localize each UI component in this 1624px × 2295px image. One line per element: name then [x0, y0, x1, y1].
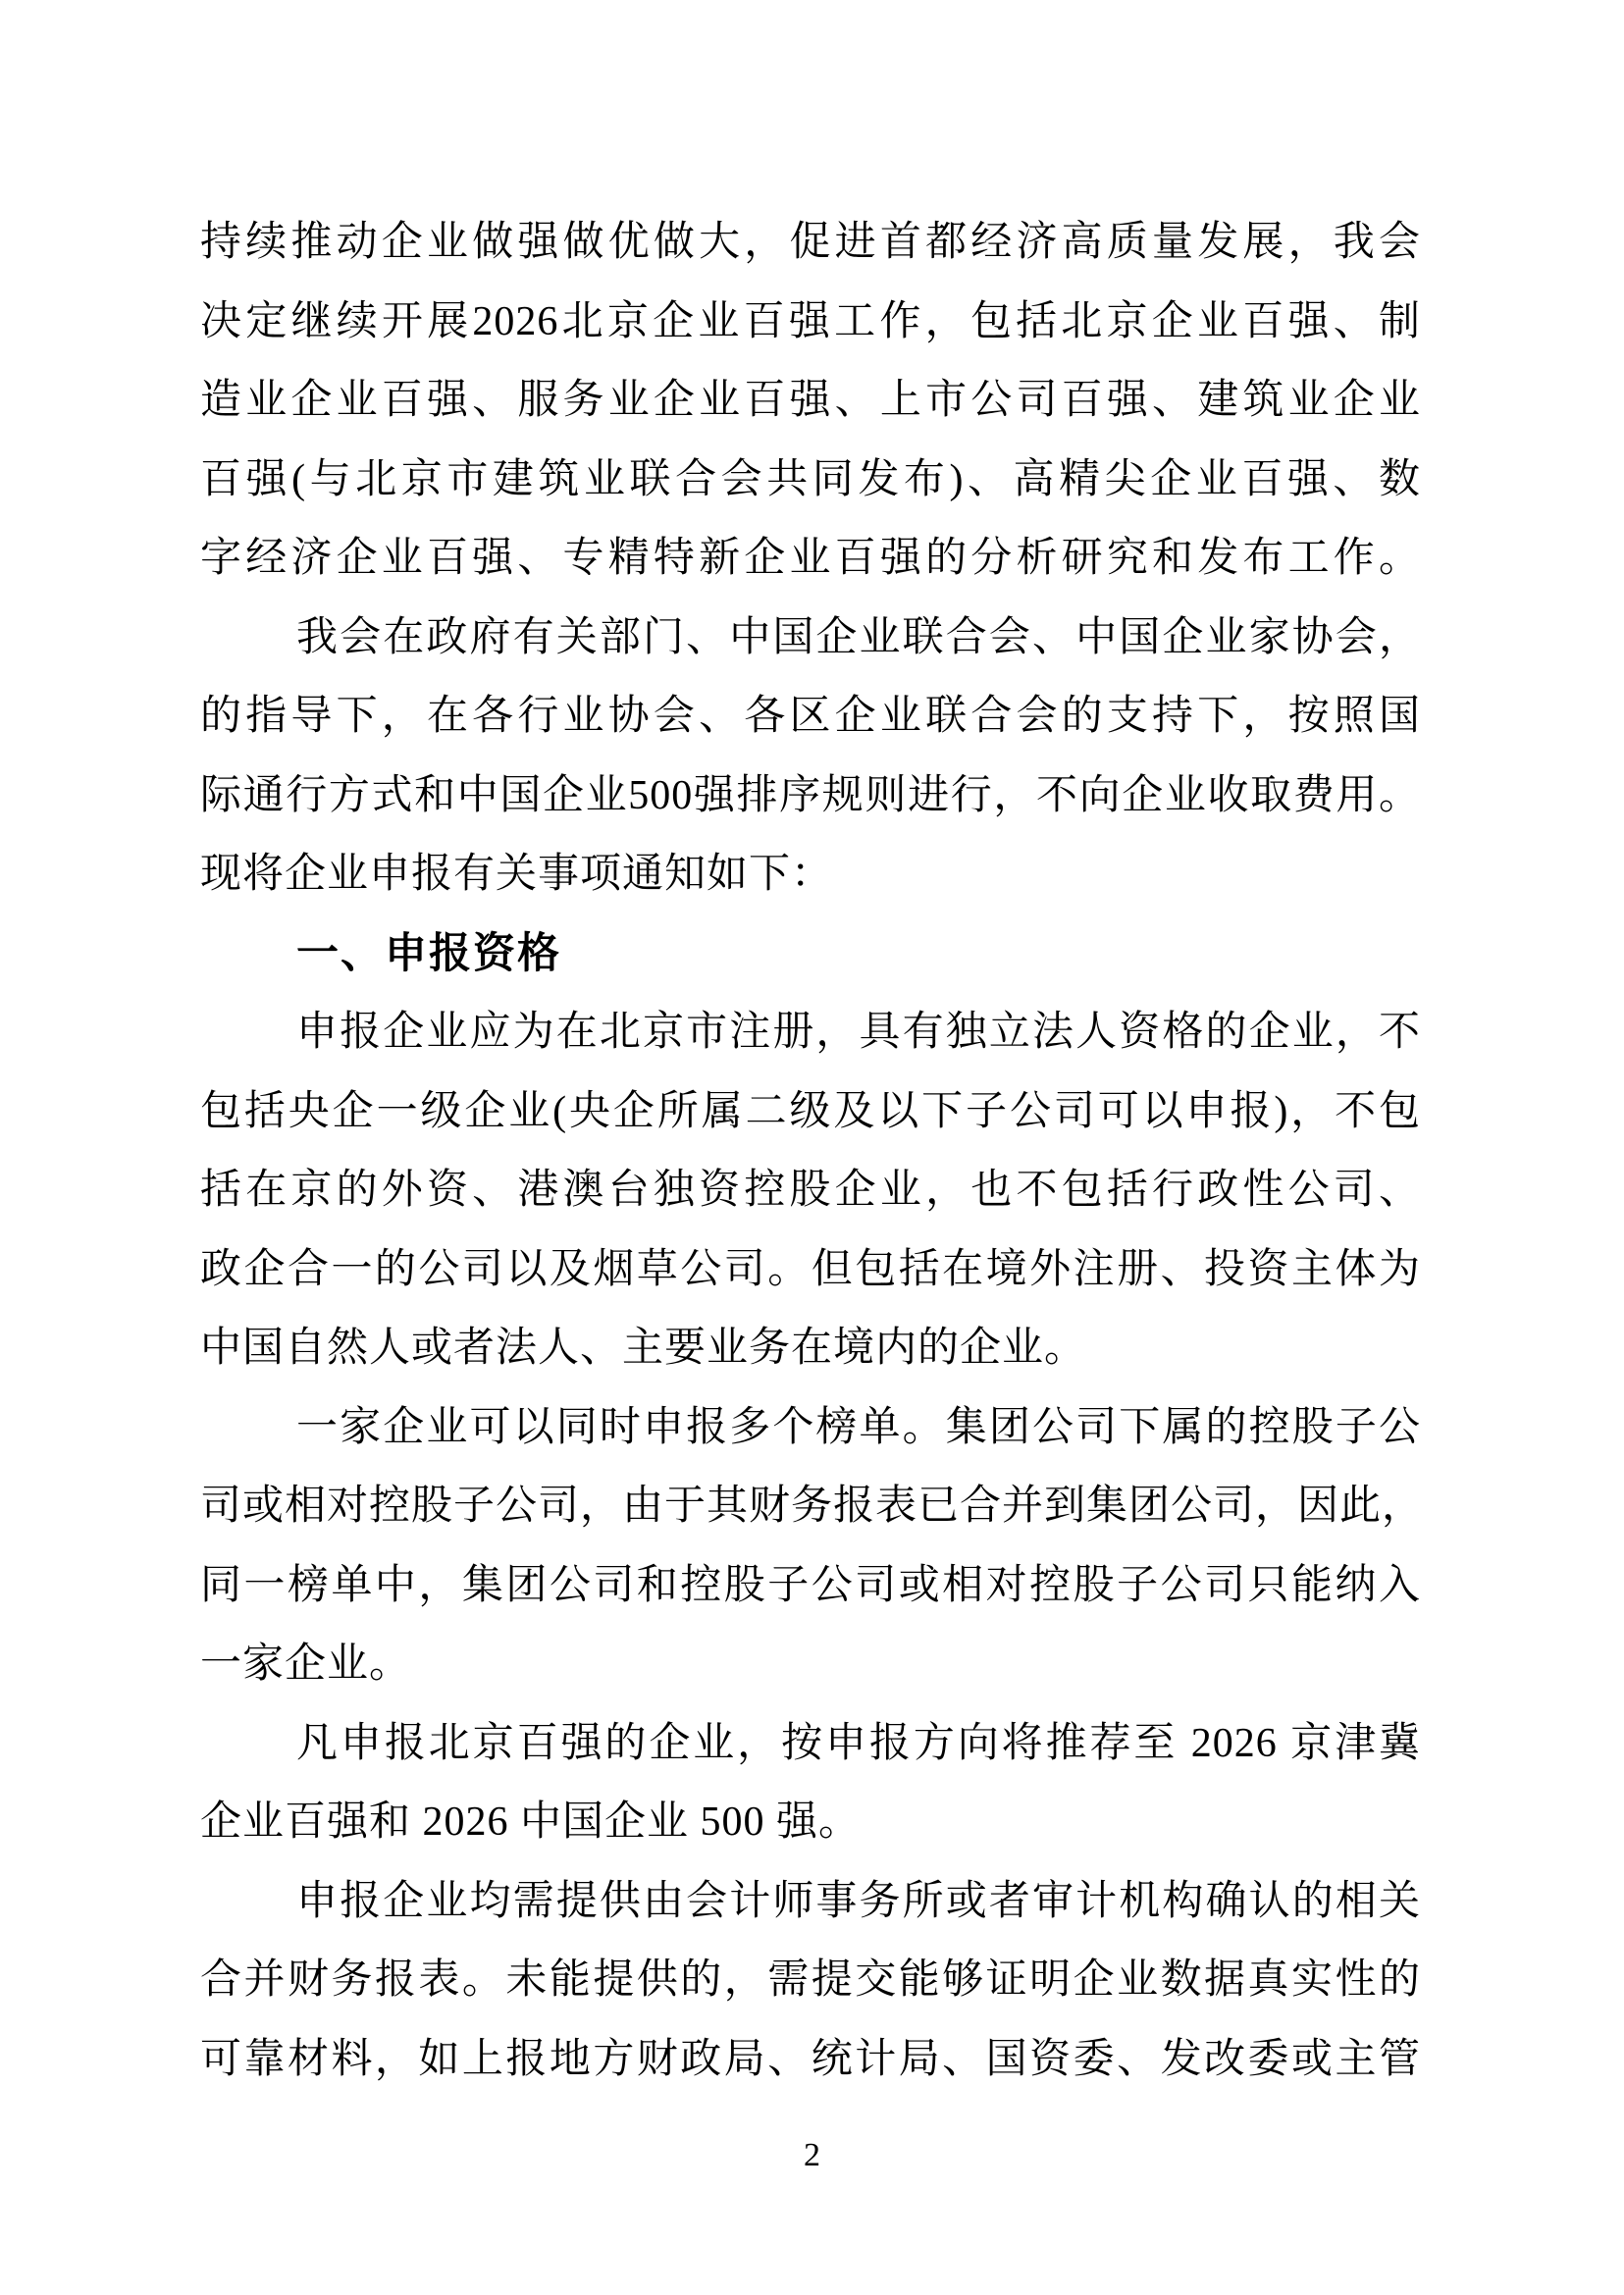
text-line: 中国自然人或者法人、主要业务在境内的企业。 — [200, 1326, 1087, 1371]
text-line: 我会在政府有关部门、中国企业联合会、中国企业家协会， — [296, 614, 1421, 660]
document-body — [200, 203, 1425, 2099]
text-line: 百强(与北京市建筑业联合会共同发布)、高精尖企业百强、数 — [200, 456, 1421, 502]
page-number: 2 — [804, 2137, 820, 2173]
text-line: 一家企业。 — [200, 1642, 412, 1687]
text-line: 的指导下，在各行业协会、各区企业联合会的支持下，按照国 — [200, 694, 1421, 739]
text-line: 政企合一的公司以及烟草公司。但包括在境外注册、投资主体为 — [200, 1246, 1421, 1292]
text-line: 申报企业均需提供由会计师事务所或者审计机构确认的相关 — [296, 1878, 1421, 1924]
text-line: 括在京的外资、港澳台独资控股企业，也不包括行政性公司、 — [200, 1168, 1421, 1213]
text-line: 字经济企业百强、专精特新企业百强的分析研究和发布工作。 — [200, 536, 1421, 581]
text-line: 际通行方式和中国企业500强排序规则进行，不向企业收取费用。 — [200, 772, 1421, 818]
text-line: 合并财务报表。未能提供的，需提交能够证明企业数据真实性的 — [200, 1957, 1421, 2003]
text-line: 造业企业百强、服务业企业百强、上市公司百强、建筑业企业 — [200, 378, 1421, 423]
text-line: 申报企业应为在北京市注册，具有独立法人资格的企业，不 — [296, 1010, 1421, 1055]
text-line: 同一榜单中，集团公司和控股子公司或相对控股子公司只能纳入 — [200, 1562, 1421, 1608]
text-line: 持续推动企业做强做优做大，促进首都经济高质量发展，我会 — [200, 220, 1421, 265]
text-line: 企业百强和 2026 中国企业 500 强。 — [200, 1799, 862, 1845]
text-line: 司或相对控股子公司，由于其财务报表已合并到集团公司，因此， — [200, 1484, 1425, 1529]
text-line: 决定继续开展2026北京企业百强工作，包括北京企业百强、制 — [200, 298, 1421, 344]
text-line: 凡申报北京百强的企业，按申报方向将推荐至 2026 京津冀 — [296, 1720, 1421, 1766]
text-line: 包括央企一级企业(央企所属二级及以下子公司可以申报)，不包 — [200, 1088, 1421, 1134]
text-line: 一家企业可以同时申报多个榜单。集团公司下属的控股子公 — [296, 1404, 1421, 1450]
text-line: 可靠材料，如上报地方财政局、统计局、国资委、发改委或主管 — [200, 2036, 1421, 2082]
section-heading: 一、申报资格 — [296, 929, 561, 977]
text-line: 现将企业申报有关事项通知如下： — [200, 852, 834, 897]
